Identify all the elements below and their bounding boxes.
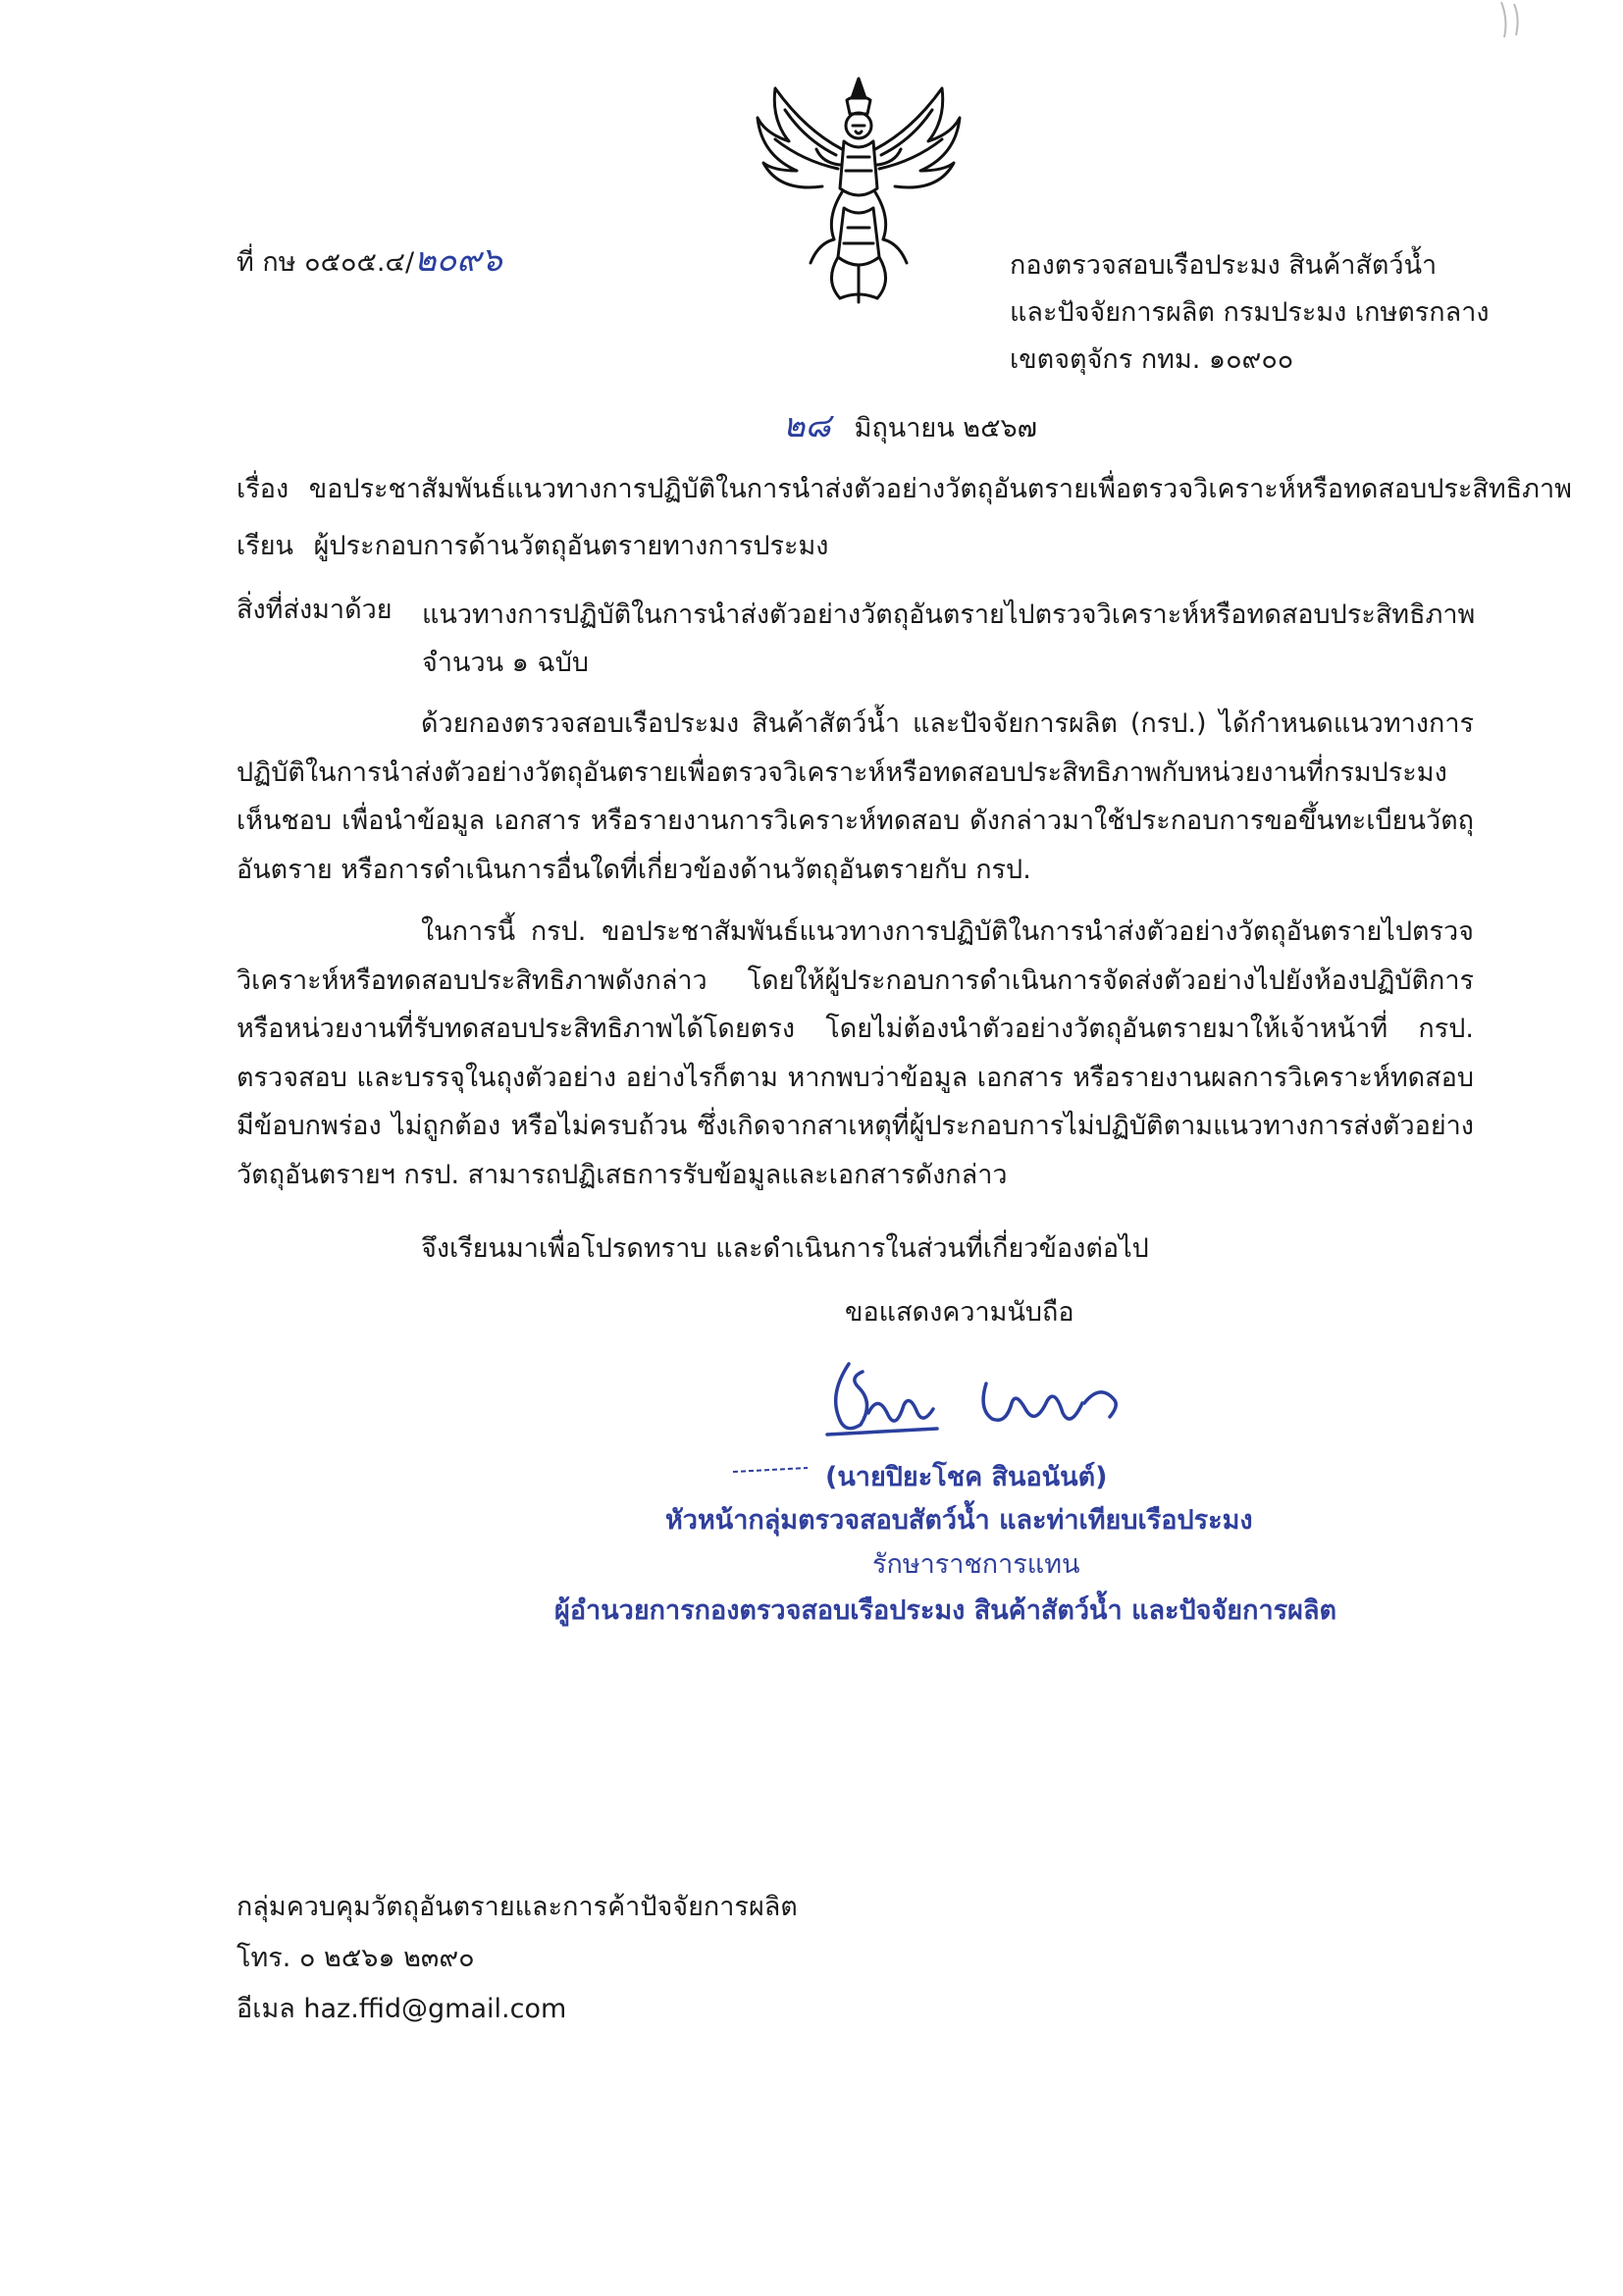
date-day-handwritten: ๒๘ bbox=[783, 406, 831, 445]
signature-dash bbox=[731, 1465, 810, 1475]
date-month-year: มิถุนายน ๒๕๖๗ bbox=[854, 413, 1037, 444]
enclosure-line: แนวทางการปฏิบัติในการนำส่งตัวอย่างวัตถุอันตรายไปตรวจวิเคราะห์หรือทดสอบประสิทธิภาพ bbox=[422, 600, 1476, 630]
recipient-text: ผู้ประกอบการด้านวัตถุอันตรายทางการประมง bbox=[313, 531, 829, 561]
salutation: ขอแสดงความนับถือ bbox=[845, 1297, 1074, 1328]
signer-name: (นายปิยะโชค สินอนันต์) bbox=[825, 1462, 1108, 1492]
body-paragraph-2: ในการนี้ กรป. ขอประชาสัมพันธ์แนวทางการปฏิบัติในการนำส่งตัวอย่างวัตถุอันตรายไปตรวจวิเคราะห์หรือทดสอบประสิทธิภาพดังกล่าว โดยให้ผู้ประกอบการดำเนินการจัดส่งตัวอย่างไปยังห้องปฏิบัติการหรือหน่วยงานที่รับทดสอบประสิทธิภาพได้โดยตรง โดยไม่ต้องนำตัวอย่างวัตถุอันตรายมาให้เจ้าหน้าที่ กรป. ตรวจสอบ และบรรจุในถุงตัวอย่าง อย่างไรก็ตาม หากพบว่าข้อมูล เอกสาร หรือรายงานผลการวิเคราะห์ทดสอบ มีข้อบกพร่อง ไม่ถูกต้อง หรือไม่ครบถ้วน ซึ่งเกิดจากสาเหตุที่ผู้ประกอบการไม่ปฏิบัติตามแนวทางการส่งตัวอย่างวัตถุอันตรายฯ กรป. สามารถปฏิเสธการรับข้อมูลและเอกสารดังกล่าว bbox=[236, 916, 1474, 1190]
office-address-line: กองตรวจสอบเรือประมง สินค้าสัตว์น้ำ bbox=[1010, 250, 1438, 281]
office-address-line: เขตจตุจักร กทม. ๑๐๙๐๐ bbox=[1010, 344, 1294, 375]
office-address-line: และปัจจัยการผลิต กรมประมง เกษตรกลาง bbox=[1010, 297, 1490, 328]
signer-title-3: ผู้อำนวยการกองตรวจสอบเรือประมง สินค้าสัตว์น้ำ และปัจจัยการผลิต bbox=[554, 1595, 1337, 1626]
document-number bbox=[236, 240, 502, 283]
enclosure-text bbox=[422, 591, 1475, 687]
document-number-prefix: ที่ กษ ๐๕๐๕.๔/ bbox=[236, 247, 415, 278]
enclosure-label: สิ่งที่ส่งมาด้วย bbox=[236, 595, 393, 625]
enclosure-line: จำนวน ๑ ฉบับ bbox=[422, 648, 590, 678]
signer-title-2: รักษาราชการแทน bbox=[872, 1549, 1080, 1580]
office-address bbox=[1010, 242, 1490, 384]
closing-line: จึงเรียนมาเพื่อโปรดทราบ และดำเนินการในส่วนที่เกี่ยวข้องต่อไป bbox=[421, 1233, 1149, 1264]
document-number-handwritten: ๒๐๙๖ bbox=[414, 240, 502, 280]
scan-mark bbox=[1496, 0, 1531, 39]
subject-label: เรื่อง bbox=[236, 474, 289, 504]
contact-phone: โทร. ๐ ๒๕๖๑ ๒๓๙๐ bbox=[236, 1943, 475, 1973]
subject-line bbox=[236, 470, 1572, 509]
recipient-label: เรียน bbox=[236, 531, 294, 561]
subject-text: ขอประชาสัมพันธ์แนวทางการปฏิบัติในการนำส่งตัวอย่างวัตถุอันตรายเพื่อตรวจวิเคราะห์หรือทดสอบประสิทธิภาพ bbox=[308, 474, 1572, 504]
garuda-emblem-icon bbox=[746, 71, 971, 306]
contact-email: อีเมล haz.ffid@gmail.com bbox=[236, 1994, 567, 2024]
contact-block bbox=[236, 1882, 798, 2035]
body-paragraph-1: ด้วยกองตรวจสอบเรือประมง สินค้าสัตว์น้ำ และปัจจัยการผลิต (กรป.) ได้กำหนดแนวทางการปฏิบัติในการนำส่งตัวอย่างวัตถุอันตรายเพื่อตรวจวิเคราะห์หรือทดสอบประสิทธิภาพกับหน่วยงานที่กรมประมงเห็นชอบ เพื่อนำข้อมูล เอกสาร หรือรายงานการวิเคราะห์ทดสอบ ดังกล่าวมาใช้ประกอบการขอขึ้นทะเบียนวัตถุอันตราย หรือการดำเนินการอื่นใดที่เกี่ยวข้องด้านวัตถุอันตรายกับ กรป. bbox=[236, 708, 1474, 885]
handwritten-signature bbox=[819, 1344, 1153, 1452]
recipient-line bbox=[236, 527, 828, 566]
contact-unit: กลุ่มควบคุมวัตถุอันตรายและการค้าปัจจัยการผลิต bbox=[236, 1892, 798, 1922]
signer-title-1: หัวหน้ากลุ่มตรวจสอบสัตว์น้ำ และท่าเทียบเรือประมง bbox=[665, 1505, 1253, 1536]
document-date bbox=[783, 406, 1037, 448]
